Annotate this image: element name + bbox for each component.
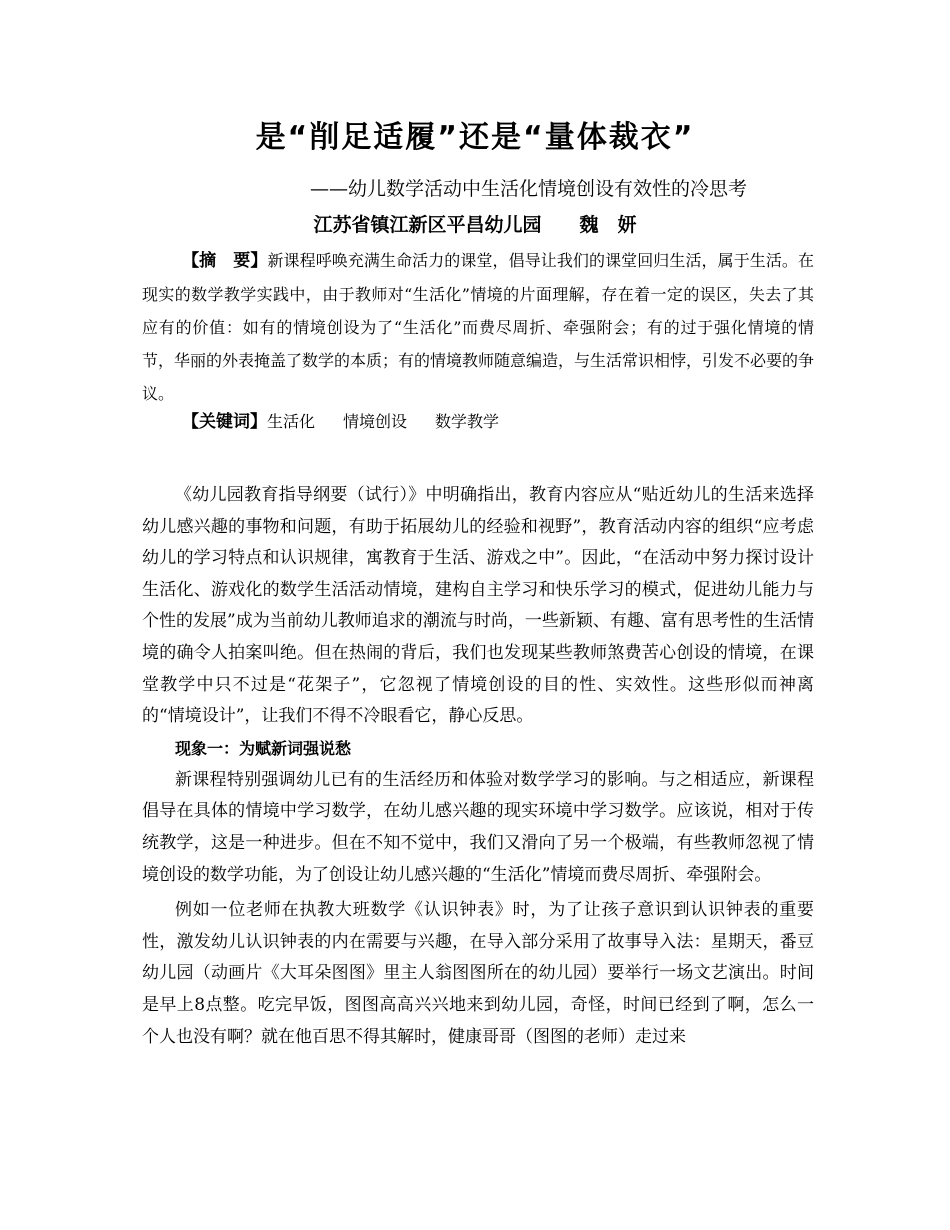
keywords-label: 【关键词】 (182, 412, 267, 432)
keyword-item: 生活化 (267, 412, 316, 431)
body-text (142, 480, 814, 1053)
keywords (182, 405, 822, 439)
paper-title: 是“削足适履”还是“量体裁衣” (255, 120, 695, 155)
section-heading: 现象一：为赋新词强说愁 (175, 738, 352, 758)
abstract (142, 244, 814, 410)
keyword-item: 数学教学 (435, 412, 500, 431)
author-affiliation: 江苏省镇江新区平昌幼儿园 (313, 214, 542, 236)
abstract-text: 新课程呼唤充满生命活力的课堂，倡导让我们的课堂回归生活，属于生活。在现实的数学教学实践中，由于教师对“生活化”情境的片面理解，存在着一定的误区，失去了其应有的价值：如有的情境创设为了“生活化”而费尽周折、牵强附会；有的过于强化情境的情节，华丽的外表掩盖了数学的本质；有的情境教师随意编造，与生活常识相悖，引发不必要的争议。 (142, 251, 815, 403)
body-paragraph: 新课程特别强调幼儿已有的生活经历和体验对数学学习的影响。与之相适应，新课程倡导在具体的情境中学习数学，在幼儿感兴趣的现实环境中学习数学。应该说，相对于传统教学，这是一种进步。但在不知不觉中，我们又滑向了另一个极端，有些教师忽视了情境创设的数学功能，为了创设让幼儿感兴趣的“生活化”情境而费尽周折、牵强附会。 (142, 769, 814, 885)
paper-subtitle: ——幼儿数学活动中生活化情境创设有效性的冷思考 (310, 178, 748, 200)
author-line (0, 210, 950, 237)
keyword-item: 情境创设 (343, 412, 408, 431)
abstract-label: 【摘 要】 (182, 251, 268, 271)
body-paragraph: 例如一位老师在执教大班数学《认识钟表》时，为了让孩子意识到认识钟表的重要性，激发幼儿认识钟表的内在需要与兴趣，在导入部分采用了故事导入法：星期天，番豆幼儿园（动画片《大耳朵图图》里主人翁图图所在的幼儿园）要举行一场文艺演出。时间是早上8点整。吃完早饭，图图高高兴兴地来到幼儿园，奇怪，时间已经到了啊，怎么一个人也没有啊？就在他百思不得其解时，健康哥哥（图图的老师）走过来 (142, 900, 814, 1047)
author-name: 魏 妍 (579, 214, 637, 236)
intro-paragraph: 《幼儿园教育指导纲要（试行）》中明确指出，教育内容应从“贴近幼儿的生活来选择幼儿感兴趣的事物和问题，有助于拓展幼儿的经验和视野”，教育活动内容的组织“应考虑幼儿的学习特点和认识规律，寓教育于生活、游戏之中”。因此，“在活动中努力探讨设计生活化、游戏化的数学生活活动情境，建构自主学习和快乐学习的模式，促进幼儿能力与个性的发展”成为当前幼儿教师追求的潮流与时尚，一些新颖、有趣、富有思考性的生活情境的确令人拍案叫绝。但在热闹的背后，我们也发现某些教师煞费苦心创设的情境，在课堂教学中只不过是“花架子”，它忽视了情境创设的目的性、实效性。这些形似而神离的“情境设计”，让我们不得不冷眼看它，静心反思。 (142, 485, 814, 727)
